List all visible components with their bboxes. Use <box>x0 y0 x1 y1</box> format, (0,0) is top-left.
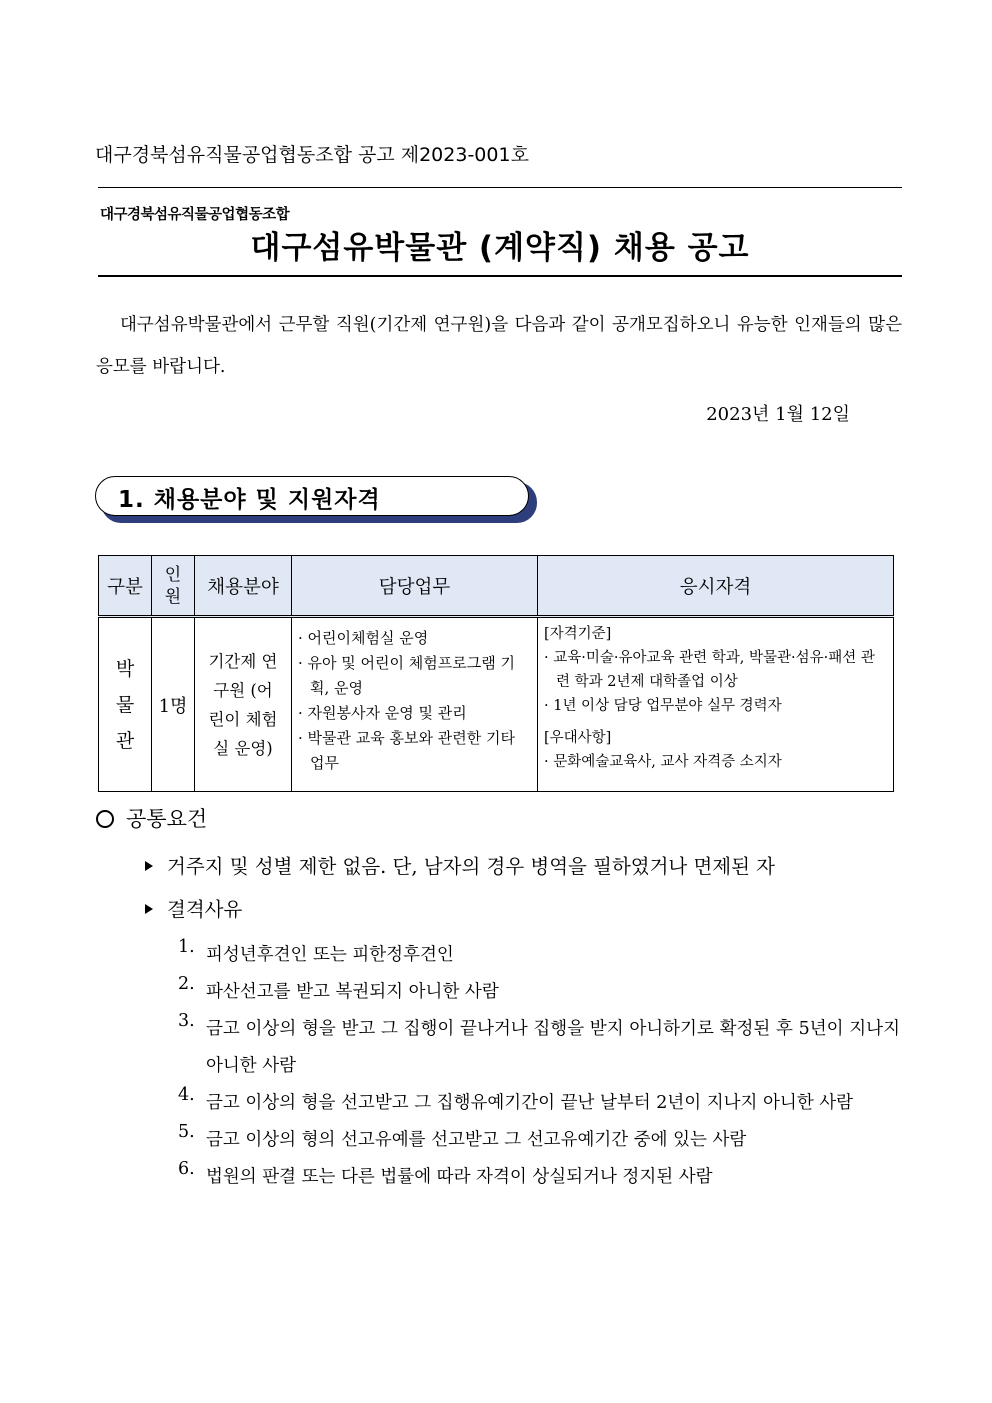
header-field: 채용분야 <box>195 556 292 617</box>
circle-bullet-icon <box>96 810 114 828</box>
header-gubun: 구분 <box>99 556 152 617</box>
reason-text: 금고 이상의 형을 선고받고 그 집행유예기간이 끝난 날부터 2년이 지나지 아니한 사람 <box>206 1093 854 1113</box>
header-count <box>152 556 195 617</box>
header-divider <box>98 187 902 188</box>
notice-number: 대구경북섬유직물공업협동조합 공고 제2023-001호 <box>95 144 529 166</box>
cell-count: 1명 <box>152 617 195 792</box>
organization-name: 대구경북섬유직물공업협동조합 <box>100 207 290 223</box>
common-requirements-title: 공통요건 <box>126 807 208 831</box>
requirement-disqualification <box>145 894 242 922</box>
notice-date: 2023년 1월 12일 <box>706 404 850 425</box>
list-item: · 유아 및 어린이 체험프로그램 기획, 운영 <box>298 654 515 697</box>
section-heading: 1. 채용분야 및 지원자격 <box>118 487 381 513</box>
reason-text: 금고 이상의 형을 받고 그 집행이 끝나거나 집행을 받지 아니하기로 확정된 후 5년이 지나지 아니한 사람 <box>206 1019 900 1076</box>
cell-gubun <box>99 617 152 792</box>
reason-number: 3. <box>178 1011 195 1031</box>
cell-qualification <box>538 617 894 792</box>
disqualification-list <box>178 937 900 1196</box>
cell-field <box>195 617 292 792</box>
table-header-row <box>99 556 894 617</box>
reason-number: 6. <box>178 1159 195 1179</box>
header-count-text: 인원 <box>164 564 182 607</box>
intro-paragraph: 대구섬유박물관에서 근무할 직원(기간제 연구원)을 다음과 같이 공개모집하오니 유능한 인재들의 많은 응모를 바랍니다. <box>96 315 902 377</box>
reason-text: 금고 이상의 형의 선고유예를 선고받고 그 선고유예기간 중에 있는 사람 <box>206 1130 747 1150</box>
duties-list <box>292 618 537 782</box>
list-item <box>178 1122 900 1159</box>
table-row <box>99 617 894 792</box>
header-qualification: 응시자격 <box>538 556 894 617</box>
list-item: · 1년 이상 담당 업무분야 실무 경력자 <box>544 698 782 714</box>
reason-text: 법원의 판결 또는 다른 법률에 따라 자격이 상실되거나 정지된 사람 <box>206 1167 713 1187</box>
requirement-residence-text: 거주지 및 성별 제한 없음. 단, 남자의 경우 병역을 필하였거나 면제된 자 <box>167 855 776 878</box>
qual-standard-list <box>544 646 887 718</box>
list-item <box>178 1085 900 1122</box>
triangle-bullet-icon <box>145 904 153 914</box>
list-item <box>178 1159 900 1196</box>
reason-number: 2. <box>178 974 195 994</box>
page-title: 대구섬유박물관 (계약직) 채용 공고 <box>250 230 750 266</box>
header-duties: 담당업무 <box>292 556 538 617</box>
qual-pref-list <box>544 750 887 774</box>
recruitment-table <box>98 555 894 792</box>
list-item: · 자원봉사자 운영 및 관리 <box>298 704 467 722</box>
list-item <box>178 1011 900 1085</box>
requirement-residence <box>145 851 775 879</box>
title-divider <box>98 275 902 277</box>
reason-text: 피성년후견인 또는 피한정후견인 <box>206 945 454 965</box>
triangle-bullet-icon <box>145 861 153 871</box>
qual-pref-label: [우대사항] <box>544 730 612 746</box>
requirement-disqualification-text: 결격사유 <box>167 898 243 921</box>
cell-duties <box>292 617 538 792</box>
list-item: · 어린이체험실 운영 <box>298 629 429 647</box>
reason-text: 파산선고를 받고 복권되지 아니한 사람 <box>206 982 499 1002</box>
list-item <box>178 937 900 974</box>
reason-number: 1. <box>178 937 195 957</box>
list-item: · 교육·미술·유아교육 관련 학과, 박물관·섬유·패션 관련 학과 2년제 대학졸업 이상 <box>544 650 875 690</box>
cell-gubun-text: 박물관 <box>115 657 135 752</box>
qual-standard-label: [자격기준] <box>544 626 612 642</box>
list-item: · 문화예술교육사, 교사 자격증 소지자 <box>544 754 782 770</box>
reason-number: 5. <box>178 1122 195 1142</box>
reason-number: 4. <box>178 1085 195 1105</box>
common-requirements-heading <box>96 803 207 833</box>
cell-field-text: 기간제 연구원 (어린이 체험실 운영) <box>208 651 278 758</box>
list-item <box>178 974 900 1011</box>
list-item: · 박물관 교육 홍보와 관련한 기타 업무 <box>298 729 515 772</box>
